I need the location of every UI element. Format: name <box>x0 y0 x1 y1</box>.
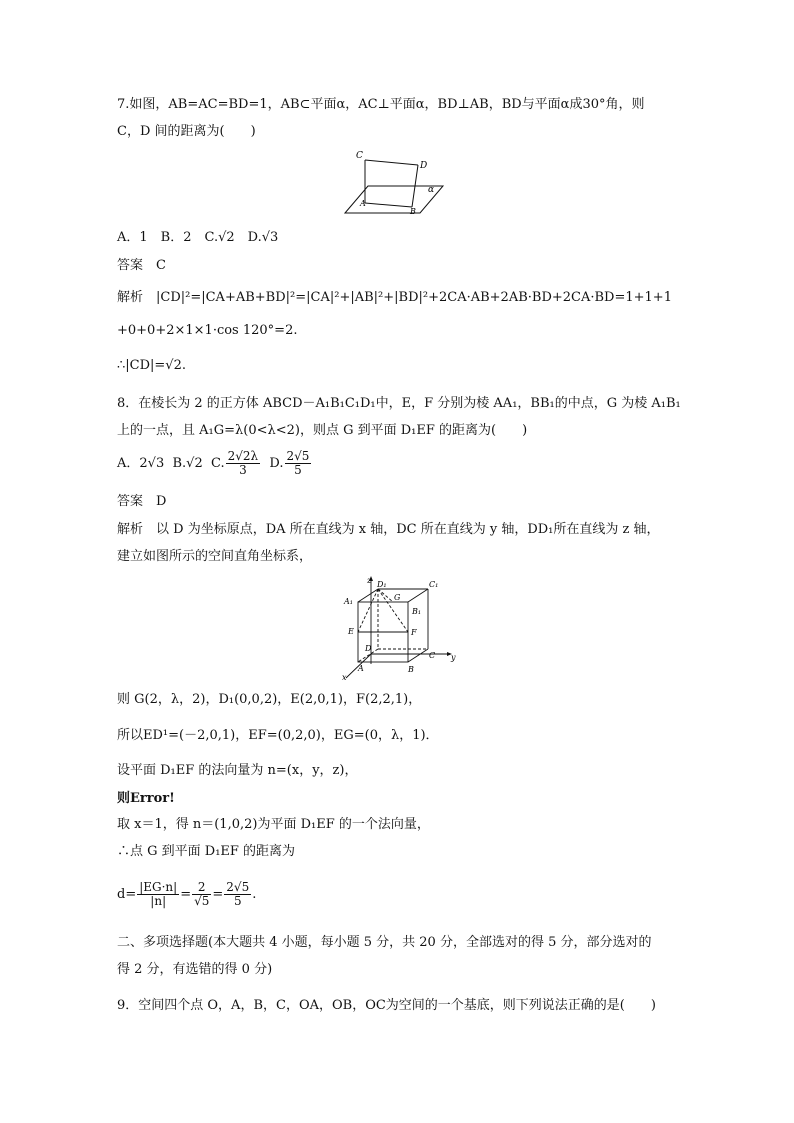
section2-heading-line2: 得 2 分，有选错的得 0 分) <box>117 962 273 977</box>
label-C1: C₁ <box>429 580 439 589</box>
equals-sign: = <box>180 887 192 902</box>
distance-fraction-1 <box>137 881 179 908</box>
label-D1: D₁ <box>377 580 387 589</box>
label-A: A <box>358 664 364 673</box>
q8-solution-line2: 建立如图所示的空间直角坐标系， <box>117 549 313 564</box>
q7-figure <box>340 148 450 218</box>
fraction-numerator: |EG·n| <box>139 880 178 894</box>
q7-solution-line3: ∴|CD|=√2. <box>117 358 186 373</box>
label-E: E <box>348 627 354 636</box>
label-A1: A₁ <box>344 597 353 606</box>
section2-heading-line1: 二、多项选择题(本大题共 4 小题，每小题 5 分，共 20 分，全部选对的得 5 分，部分选对的 <box>117 935 652 950</box>
q8-vector-coordinates: 所以ED¹=(－2,0,1)，EF=(0,2,0)，EG=(0，λ，1)． <box>117 728 439 743</box>
q8-normal-vector: 设平面 D₁EF 的法向量为 n=(x，y，z)， <box>117 763 358 778</box>
fraction-numerator: 2√5 <box>226 880 250 894</box>
label-D: D <box>365 644 372 653</box>
q8-error-line: 则Error! <box>117 791 175 806</box>
label-G: G <box>394 593 401 602</box>
label-B: B <box>410 207 416 216</box>
label-D: D <box>420 161 428 171</box>
label-C: C <box>429 651 436 660</box>
q8-distance-formula <box>117 878 256 912</box>
q8-option-d-fraction <box>285 450 312 477</box>
fraction-denominator: 5 <box>233 894 242 908</box>
q7-answer: 答案 C <box>117 258 166 273</box>
q8-cube-figure <box>338 574 463 682</box>
q8-option-a: A．2√3 <box>117 456 165 471</box>
label-z: z <box>367 576 372 585</box>
q8-options <box>117 448 312 480</box>
q8-option-d-label: D. <box>269 456 284 471</box>
distance-fraction-3 <box>224 881 251 908</box>
distance-label: d= <box>117 887 137 902</box>
label-B1: B₁ <box>412 607 422 616</box>
period: . <box>252 887 257 902</box>
q8-point-coordinates: 则 G(2，λ，2)，D₁(0,0,2)，E(2,0,1)，F(2,2,1)， <box>117 692 422 707</box>
q8-option-c-label: C. <box>211 456 225 471</box>
equals-sign: = <box>212 887 224 902</box>
label-A: A <box>360 199 366 208</box>
q8-solution-line1: 解析 以 D 为坐标原点，DA 所在直线为 x 轴，DC 所在直线为 y 轴，DD₁所在直线为 z 轴， <box>117 522 660 537</box>
q7-solution-line2: +0+0+2×1×1·cos 120°=2. <box>117 323 298 338</box>
fraction-denominator: √5 <box>194 894 210 908</box>
fraction-denominator: 5 <box>294 463 302 477</box>
fraction-numerator: 2√2λ <box>227 449 259 463</box>
label-x: x <box>342 673 347 682</box>
label-F: F <box>411 628 417 637</box>
label-y: y <box>451 653 456 662</box>
q8-answer: 答案 D <box>117 494 167 509</box>
q8-stem-line2: 上的一点，且 A₁G=λ(0<λ<2)，则点 G 到平面 D₁EF 的距离为( ) <box>117 423 528 438</box>
q8-option-b: B.√2 <box>172 456 203 471</box>
label-B: B <box>408 665 414 674</box>
q9-stem: 9．空间四个点 O，A，B，C，OA，OB，OC为空间的一个基底，则下列说法正确的是( ) <box>117 998 656 1013</box>
fraction-denominator: 3 <box>239 463 247 477</box>
q7-options: A．1 B．2 C.√2 D.√3 <box>117 230 279 245</box>
q7-solution-line1: 解析 |CD|²=|CA+AB+BD|²=|CA|²+|AB|²+|BD|²+2CA·AB+2AB·BD+2CA·BD=1+1+1 <box>117 290 672 305</box>
q8-therefore: ∴点 G 到平面 D₁EF 的距离为 <box>117 844 296 859</box>
q8-take-x: 取 x＝1，得 n＝(1,0,2)为平面 D₁EF 的一个法向量， <box>117 817 430 832</box>
q7-stem-line2: C，D 间的距离为( ) <box>117 124 256 139</box>
q7-stem-line1: 7.如图，AB=AC=BD=1，AB⊂平面α，AC⊥平面α，BD⊥AB，BD与平面α成30°角，则 <box>117 97 645 112</box>
distance-fraction-2 <box>192 881 211 908</box>
q8-option-c-fraction <box>226 450 261 477</box>
q8-stem-line1: 8．在棱长为 2 的正方体 ABCD－A₁B₁C₁D₁中，E，F 分别为棱 AA₁，BB₁的中点，G 为棱 A₁B₁ <box>117 396 681 411</box>
fraction-denominator: |n| <box>150 894 167 908</box>
fraction-numerator: 2√5 <box>286 449 310 463</box>
fraction-numerator: 2 <box>192 881 211 895</box>
label-C: C <box>356 151 363 161</box>
label-alpha: α <box>428 185 435 195</box>
